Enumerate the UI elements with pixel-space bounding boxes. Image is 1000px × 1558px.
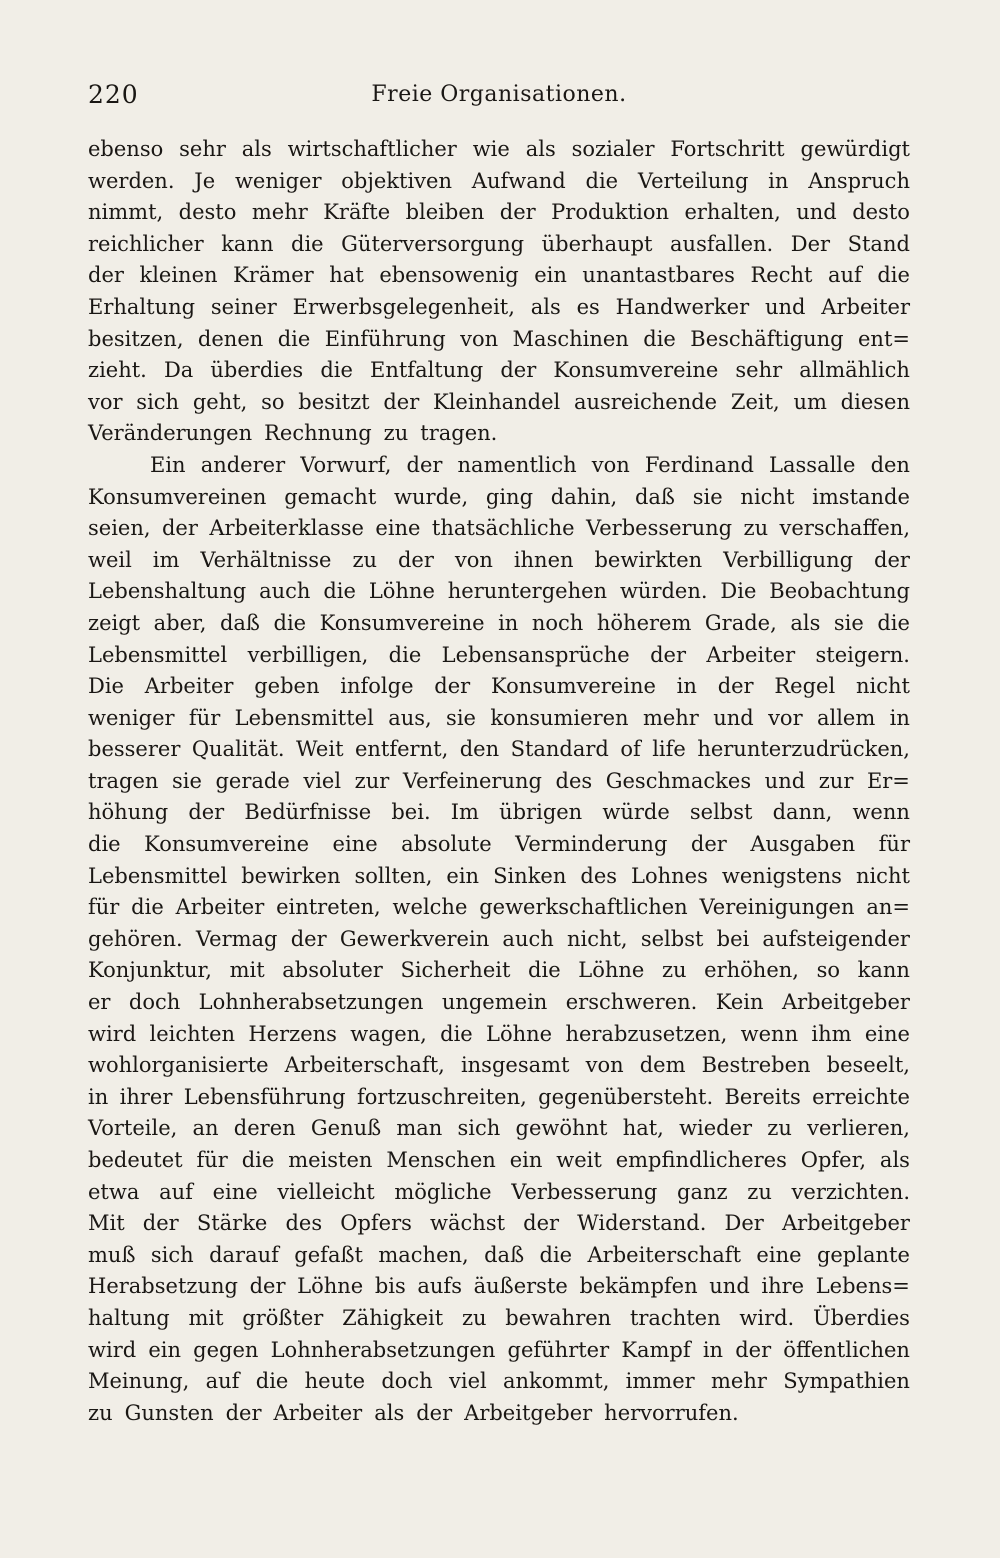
text-line: gehören. Vermag der Gewerkverein auch nicht, selbst bei aufsteigender xyxy=(88,926,910,951)
text-line: höhung der Bedürfnisse bei. Im übrigen würde selbst dann, wenn xyxy=(88,800,910,825)
text-line: ebenso sehr als wirtschaftlicher wie als sozialer Fortschritt gewürdigt xyxy=(88,137,910,161)
text-line: werden. Je weniger objektiven Aufwand die Verteilung in Anspruch xyxy=(88,168,910,193)
text-line: bedeutet für die meisten Menschen ein weit empfindlicheres Opfer, als xyxy=(88,1148,910,1172)
text-line: zu Gunsten der Arbeiter als der Arbeitgeber hervorrufen. xyxy=(88,1400,739,1425)
text-line: Erhaltung seiner Erwerbsgelegenheit, als es Handwerker und Arbeiter xyxy=(88,294,910,319)
text-line: besitzen, denen die Einführung von Maschinen die Beschäftigung ent= xyxy=(88,326,910,351)
text-line: tragen sie gerade viel zur Verfeinerung des Geschmackes und zur Er= xyxy=(88,768,910,793)
text-line: Mit der Stärke des Opfers wächst der Widerstand. Der Arbeitgeber xyxy=(88,1211,910,1236)
text-line: Herabsetzung der Löhne bis aufs äußerste bekämpfen und ihre Lebens= xyxy=(88,1274,910,1299)
text-line: weniger für Lebensmittel aus, sie konsumieren mehr und vor allem in xyxy=(88,705,910,730)
running-title: Freie Organisationen. xyxy=(371,82,627,107)
text-line: etwa auf eine vielleicht mögliche Verbesserung ganz zu verzichten. xyxy=(88,1179,910,1204)
text-line: Ein anderer Vorwurf, der namentlich von Ferdinand Lassalle den xyxy=(150,452,910,477)
text-line: Lebensmittel bewirken sollten, ein Sinken des Lohnes wenigstens nicht xyxy=(88,863,910,888)
body-text xyxy=(88,134,910,1429)
text-line: Lebensmittel verbilligen, die Lebensansprüche der Arbeiter steigern. xyxy=(88,642,910,667)
text-line: zieht. Da überdies die Entfaltung der Konsumvereine sehr allmählich xyxy=(88,358,910,383)
text-line: Die Arbeiter geben infolge der Konsumvereine in der Regel nicht xyxy=(88,674,910,699)
text-line: wird leichten Herzens wagen, die Löhne herabzusetzen, wenn ihm eine xyxy=(88,1021,910,1046)
text-line: wohlorganisierte Arbeiterschaft, insgesamt von dem Bestreben beseelt, xyxy=(88,1053,910,1078)
text-line: Veränderungen Rechnung zu tragen. xyxy=(88,421,498,446)
text-line: Konjunktur, mit absoluter Sicherheit die Löhne zu erhöhen, so kann xyxy=(88,958,910,983)
text-line: wird ein gegen Lohnherabsetzungen geführter Kampf in der öffentlichen xyxy=(88,1337,910,1362)
page-number: 220 xyxy=(88,80,139,109)
page-header xyxy=(88,78,910,118)
text-line: reichlicher kann die Güterversorgung überhaupt ausfallen. Der Stand xyxy=(88,231,910,256)
text-line: Lebenshaltung auch die Löhne heruntergehen würden. Die Beobachtung xyxy=(88,579,910,604)
text-line: zeigt aber, daß die Konsumvereine in noch höherem Grade, als sie die xyxy=(88,610,910,635)
text-line: Vorteile, an deren Genuß man sich gewöhnt hat, wieder zu verlieren, xyxy=(88,1116,910,1141)
text-line: nimmt, desto mehr Kräfte bleiben der Produktion erhalten, und desto xyxy=(88,200,910,225)
text-line: Konsumvereinen gemacht wurde, ging dahin, daß sie nicht imstande xyxy=(88,484,910,509)
text-line: in ihrer Lebensführung fortzuschreiten, gegenübersteht. Bereits erreichte xyxy=(88,1084,910,1109)
text-line: seien, der Arbeiterklasse eine thatsächliche Verbesserung zu verschaffen, xyxy=(88,516,910,541)
text-line: für die Arbeiter eintreten, welche gewerkschaftlichen Vereinigungen an= xyxy=(88,895,910,920)
text-line: vor sich geht, so besitzt der Kleinhandel ausreichende Zeit, um diesen xyxy=(88,389,910,414)
text-line: muß sich darauf gefaßt machen, daß die Arbeiterschaft eine geplante xyxy=(88,1242,910,1267)
text-line: haltung mit größter Zähigkeit zu bewahren trachten wird. Überdies xyxy=(88,1305,910,1330)
text-line: weil im Verhältnisse zu der von ihnen bewirkten Verbilligung der xyxy=(88,547,910,572)
text-line: besserer Qualität. Weit entfernt, den Standard of life herunterzudrücken, xyxy=(88,737,910,762)
text-line: er doch Lohnherabsetzungen ungemein erschweren. Kein Arbeitgeber xyxy=(88,990,910,1015)
text-line: Meinung, auf die heute doch viel ankommt, immer mehr Sympathien xyxy=(88,1369,910,1394)
text-line: die Konsumvereine eine absolute Verminderung der Ausgaben für xyxy=(88,832,910,857)
text-line: der kleinen Krämer hat ebensowenig ein unantastbares Recht auf die xyxy=(88,263,910,288)
